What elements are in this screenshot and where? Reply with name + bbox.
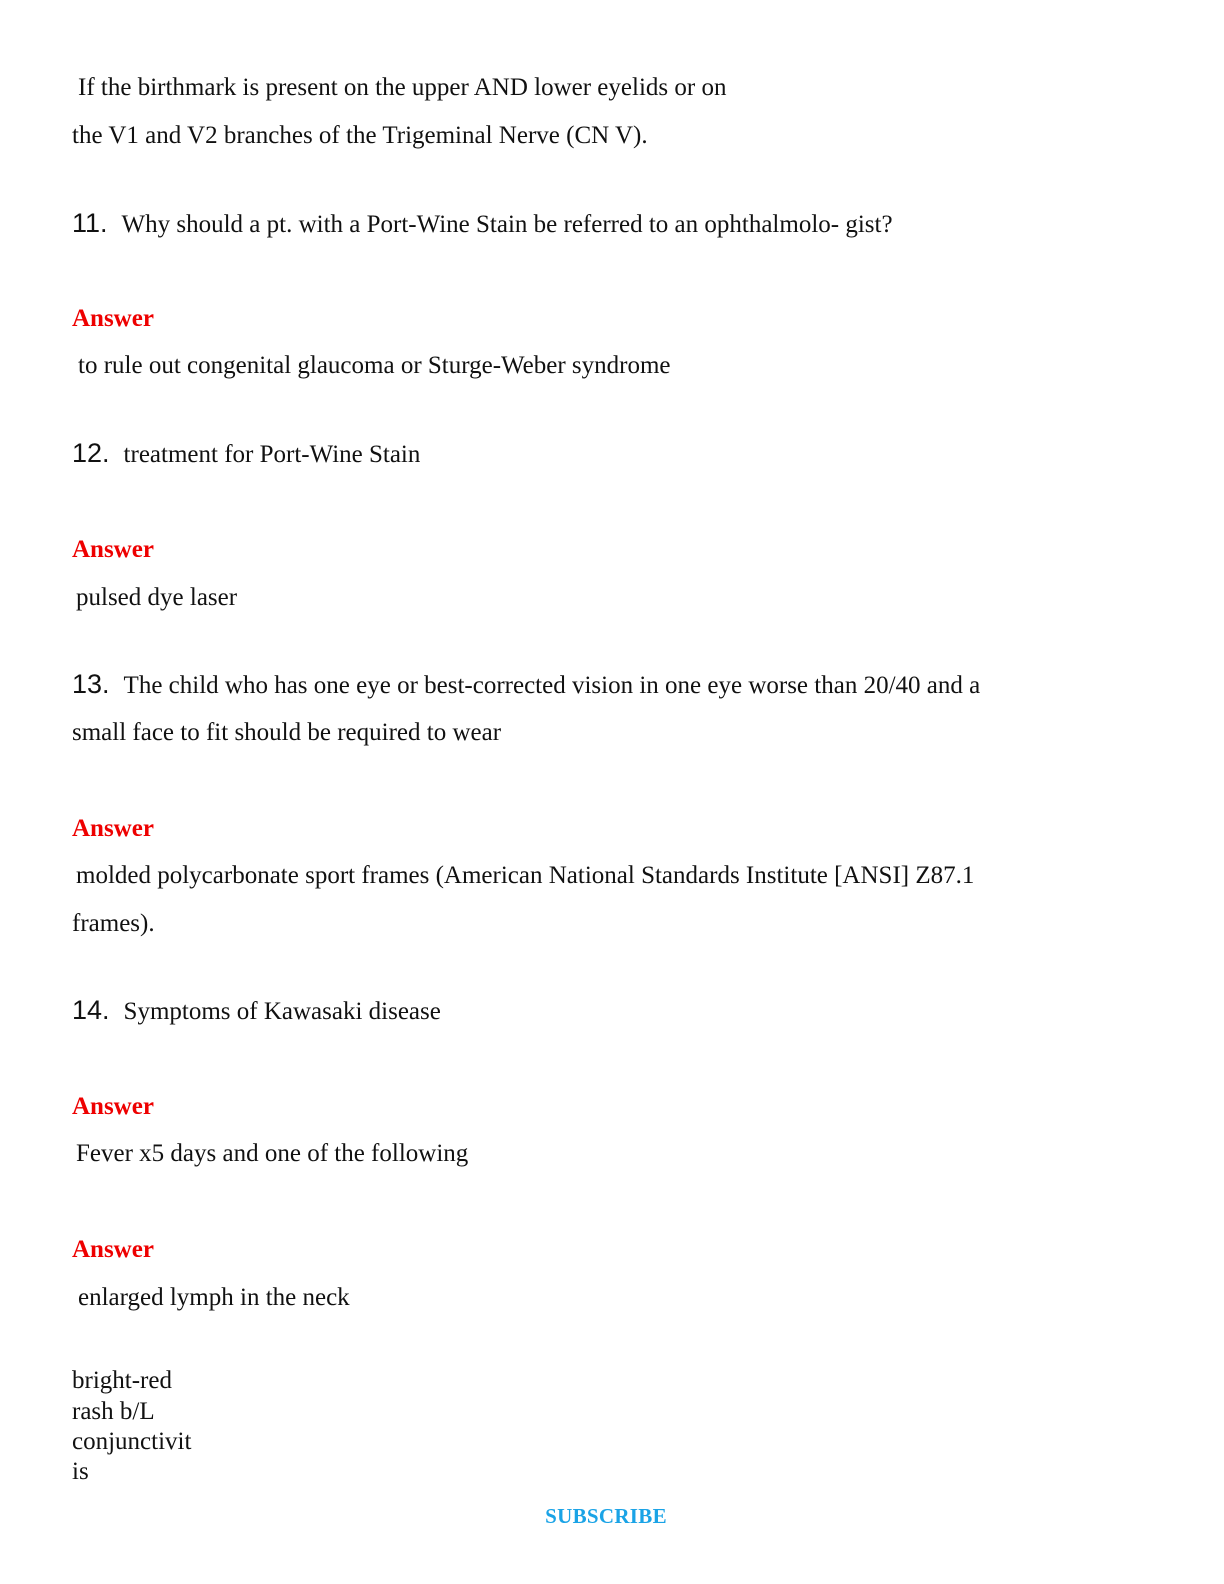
question-text: treatment for Port-Wine Stain [123,441,421,468]
question-text-line-2: small face to fit should be required to wear [72,719,502,746]
question-text: Why should a pt. with a Port-Wine Stain be referred to an ophthalmolo- gist? [121,211,893,238]
answer-label: Answer [72,815,154,842]
intro-line-2: the V1 and V2 branches of the Trigeminal Nerve (CN V). [72,122,648,149]
question-number: 12. [72,438,110,468]
answer-text: to rule out congenital glaucoma or Sturge-Weber syndrome [78,352,671,379]
question-13 [72,669,980,700]
question-number: 14. [72,995,110,1025]
question-text-line-1: The child who has one eye or best-corrected vision in one eye worse than 20/40 and a [123,672,981,699]
answer-label: Answer [72,305,154,332]
answer-text-line-1: molded polycarbonate sport frames (American National Standards Institute [ANSI] Z87.1 [76,862,975,889]
subscribe-link[interactable]: SUBSCRIBE [545,1504,667,1528]
list-line: bright-red [72,1367,172,1394]
question-text: Symptoms of Kawasaki disease [123,998,441,1025]
question-number: 13. [72,669,110,699]
question-number: 11. [72,208,108,238]
answer-text-line-2: frames). [72,910,155,937]
answer-text: enlarged lymph in the neck [78,1284,350,1311]
question-11 [72,208,893,239]
answer-label: Answer [72,1093,154,1120]
list-line: is [72,1458,89,1485]
question-14 [72,995,441,1026]
question-12 [72,438,420,469]
list-line: conjunctivit [72,1428,192,1455]
answer-text: Fever x5 days and one of the following [76,1140,469,1167]
answer-label: Answer [72,1236,154,1263]
list-line: rash b/L [72,1398,155,1425]
intro-line-1: If the birthmark is present on the upper AND lower eyelids or on [78,74,727,101]
answer-text: pulsed dye laser [76,584,238,611]
answer-label: Answer [72,536,154,563]
